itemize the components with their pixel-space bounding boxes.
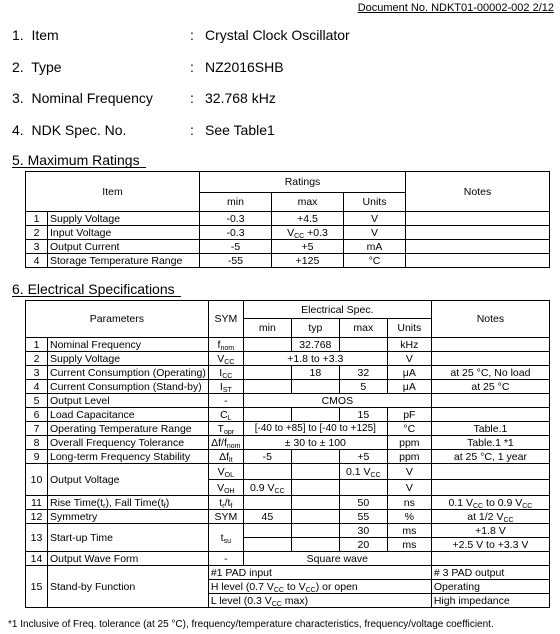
table-row: 14 Output Wave Form - Square wave <box>26 552 550 566</box>
table-row: 6 Load Capacitance $C_L$ 15 pF <box>26 408 550 422</box>
table-row: L level (0.3 $V_{CC}$ max) High impedance <box>26 594 550 608</box>
table-row: 7 Operating Temperature Range $T_{opr}$ [-40 to +85] to [-40 to +125] °C Table.1 <box>26 422 550 436</box>
max-ratings-table: Item Ratings Notes min max Units 1 Supply Voltage -0.3 +4.5 V 2 Input Voltage -0.3 $V_{CC} +0.3$ V 3 Output Current -5 +5 mA 4 Storage Temperature Range -55 +125 °C <box>25 171 550 268</box>
table-row: 3 Output Current -5 +5 mA <box>26 240 550 254</box>
table-row: 3 Current Consumption (Operating) $I_{CC}$ 18 32 μA at 25 °C, No load <box>26 366 550 380</box>
section-title-max-ratings: 5. Maximum Ratings <box>12 152 140 168</box>
table-row: $V_{OH}$ 0.9 $V_{CC}$ V <box>26 480 550 496</box>
table-row: 2 Input Voltage -0.3 $V_{CC} +0.3$ V <box>26 226 550 240</box>
table-row: 4 Storage Temperature Range -55 +125 °C <box>26 254 550 268</box>
table-row: 11 Rise $Time(t_r)$, Fall $Time(t_f)$ $t_r/t_f$ 50 ns 0.1 $V_{CC}$ to 0.9 $V_{CC}$ <box>26 496 550 510</box>
document-number: Document No. NDKT01-00002-002 2/12 <box>357 2 554 14</box>
table-row: 9 Long-term Frequency Stability $\Delta f_{lt}$ -5 +5 ppm at 25 °C, 1 year <box>26 450 550 464</box>
table-row: 15 Stand-by Function #1 PAD input # 3 PAD output <box>26 566 550 580</box>
table-row: 5 Output Level - CMOS <box>26 394 550 408</box>
table-row: 8 Overall Frequency Tolerance $\Delta f/f_{nom}$ ± 30 to ± 100 ppm Table.1 *1 <box>26 436 550 450</box>
table-row: 2 Supply Voltage $V_{CC}$ +1.8 to +3.3 V <box>26 352 550 366</box>
table-row: 10 Output Voltage $V_{OL}$ 0.1 $V_{CC}$ V <box>26 464 550 480</box>
table-row: 20 ms +2.5 V to +3.3 V <box>26 538 550 552</box>
table-row: 13 Start-up Time $t_{su}$ 30 ms +1.8 V <box>26 524 550 538</box>
table-row: 1 Supply Voltage -0.3 +4.5 V <box>26 212 550 226</box>
table-row: 12 Symmetry SYM 45 55 % at 1/2 $V_{CC}$ <box>26 510 550 524</box>
table-row: 1 Nominal Frequency $f_{nom}$ 32.768 kHz <box>26 338 550 352</box>
electrical-spec-table: Parameters SYM Electrical Spec. Notes min typ max Units 1 Nominal Frequency $f_{nom}$ 32.768 kHz 2 Supply Voltage $V_{CC}$ +1.8 to +3.3 V 3 Current Consumption (Operating) $I_{CC}$ 18 32 μA at 25 °C, No load 4 Current Consumption (Stand-by) $I_{ST}$ 5 μA at 25 °C 5 Output Level - CMOS 6 Load Capacitance $C_L$ 15 pF 7 Operating Temperature Range $T_{opr}$ [-40 to +85] to [-40 to +125] °C Table.1 8 Overall Frequency Tolerance $\Delta f/f_{nom}$ ± 30 to ± 100 ppm Table.1 *1 9 Long-term Frequency Stability $\Delta f_{lt}$ -5 +5 ppm at 25 °C, 1 year 10 Output Voltage $V_{OL}$ 0.1 $V_{CC}$ V $V_{OH}$ 0.9 $V_{CC}$ V 11 Rise $Time(t_r)$, Fall $Time(t_f)$ $t_r/t_f$ 50 ns 0.1 $V_{CC}$ to 0.9 $V_{CC}$ 12 Symmetry SYM 45 55 % at 1/2 $V_{CC}$ 13 Start-up Time $t_{su}$ 30 ms +1.8 V 20 ms +2.5 V to +3.3 V 14 Output Wave Form - Square wave 15 Stand-by Function #1 PAD input # 3 PAD output H level (0.7 $V_{CC}$ to $V_{CC}$) or open Operating L level (0.3 $V_{CC}$ max) High impedance <box>25 300 550 608</box>
table-row: H level (0.7 $V_{CC}$ to $V_{CC}$) or open Operating <box>26 580 550 594</box>
footnote: *1 Inclusive of Freq. tolerance (at 25 °C), frequency/temperature characteristics, frequency/voltage coefficient. <box>8 619 494 630</box>
table-row: 4 Current Consumption (Stand-by) $I_{ST}$ 5 μA at 25 °C <box>26 380 550 394</box>
section-title-electrical-specs: 6. Electrical Specifications <box>12 281 175 297</box>
